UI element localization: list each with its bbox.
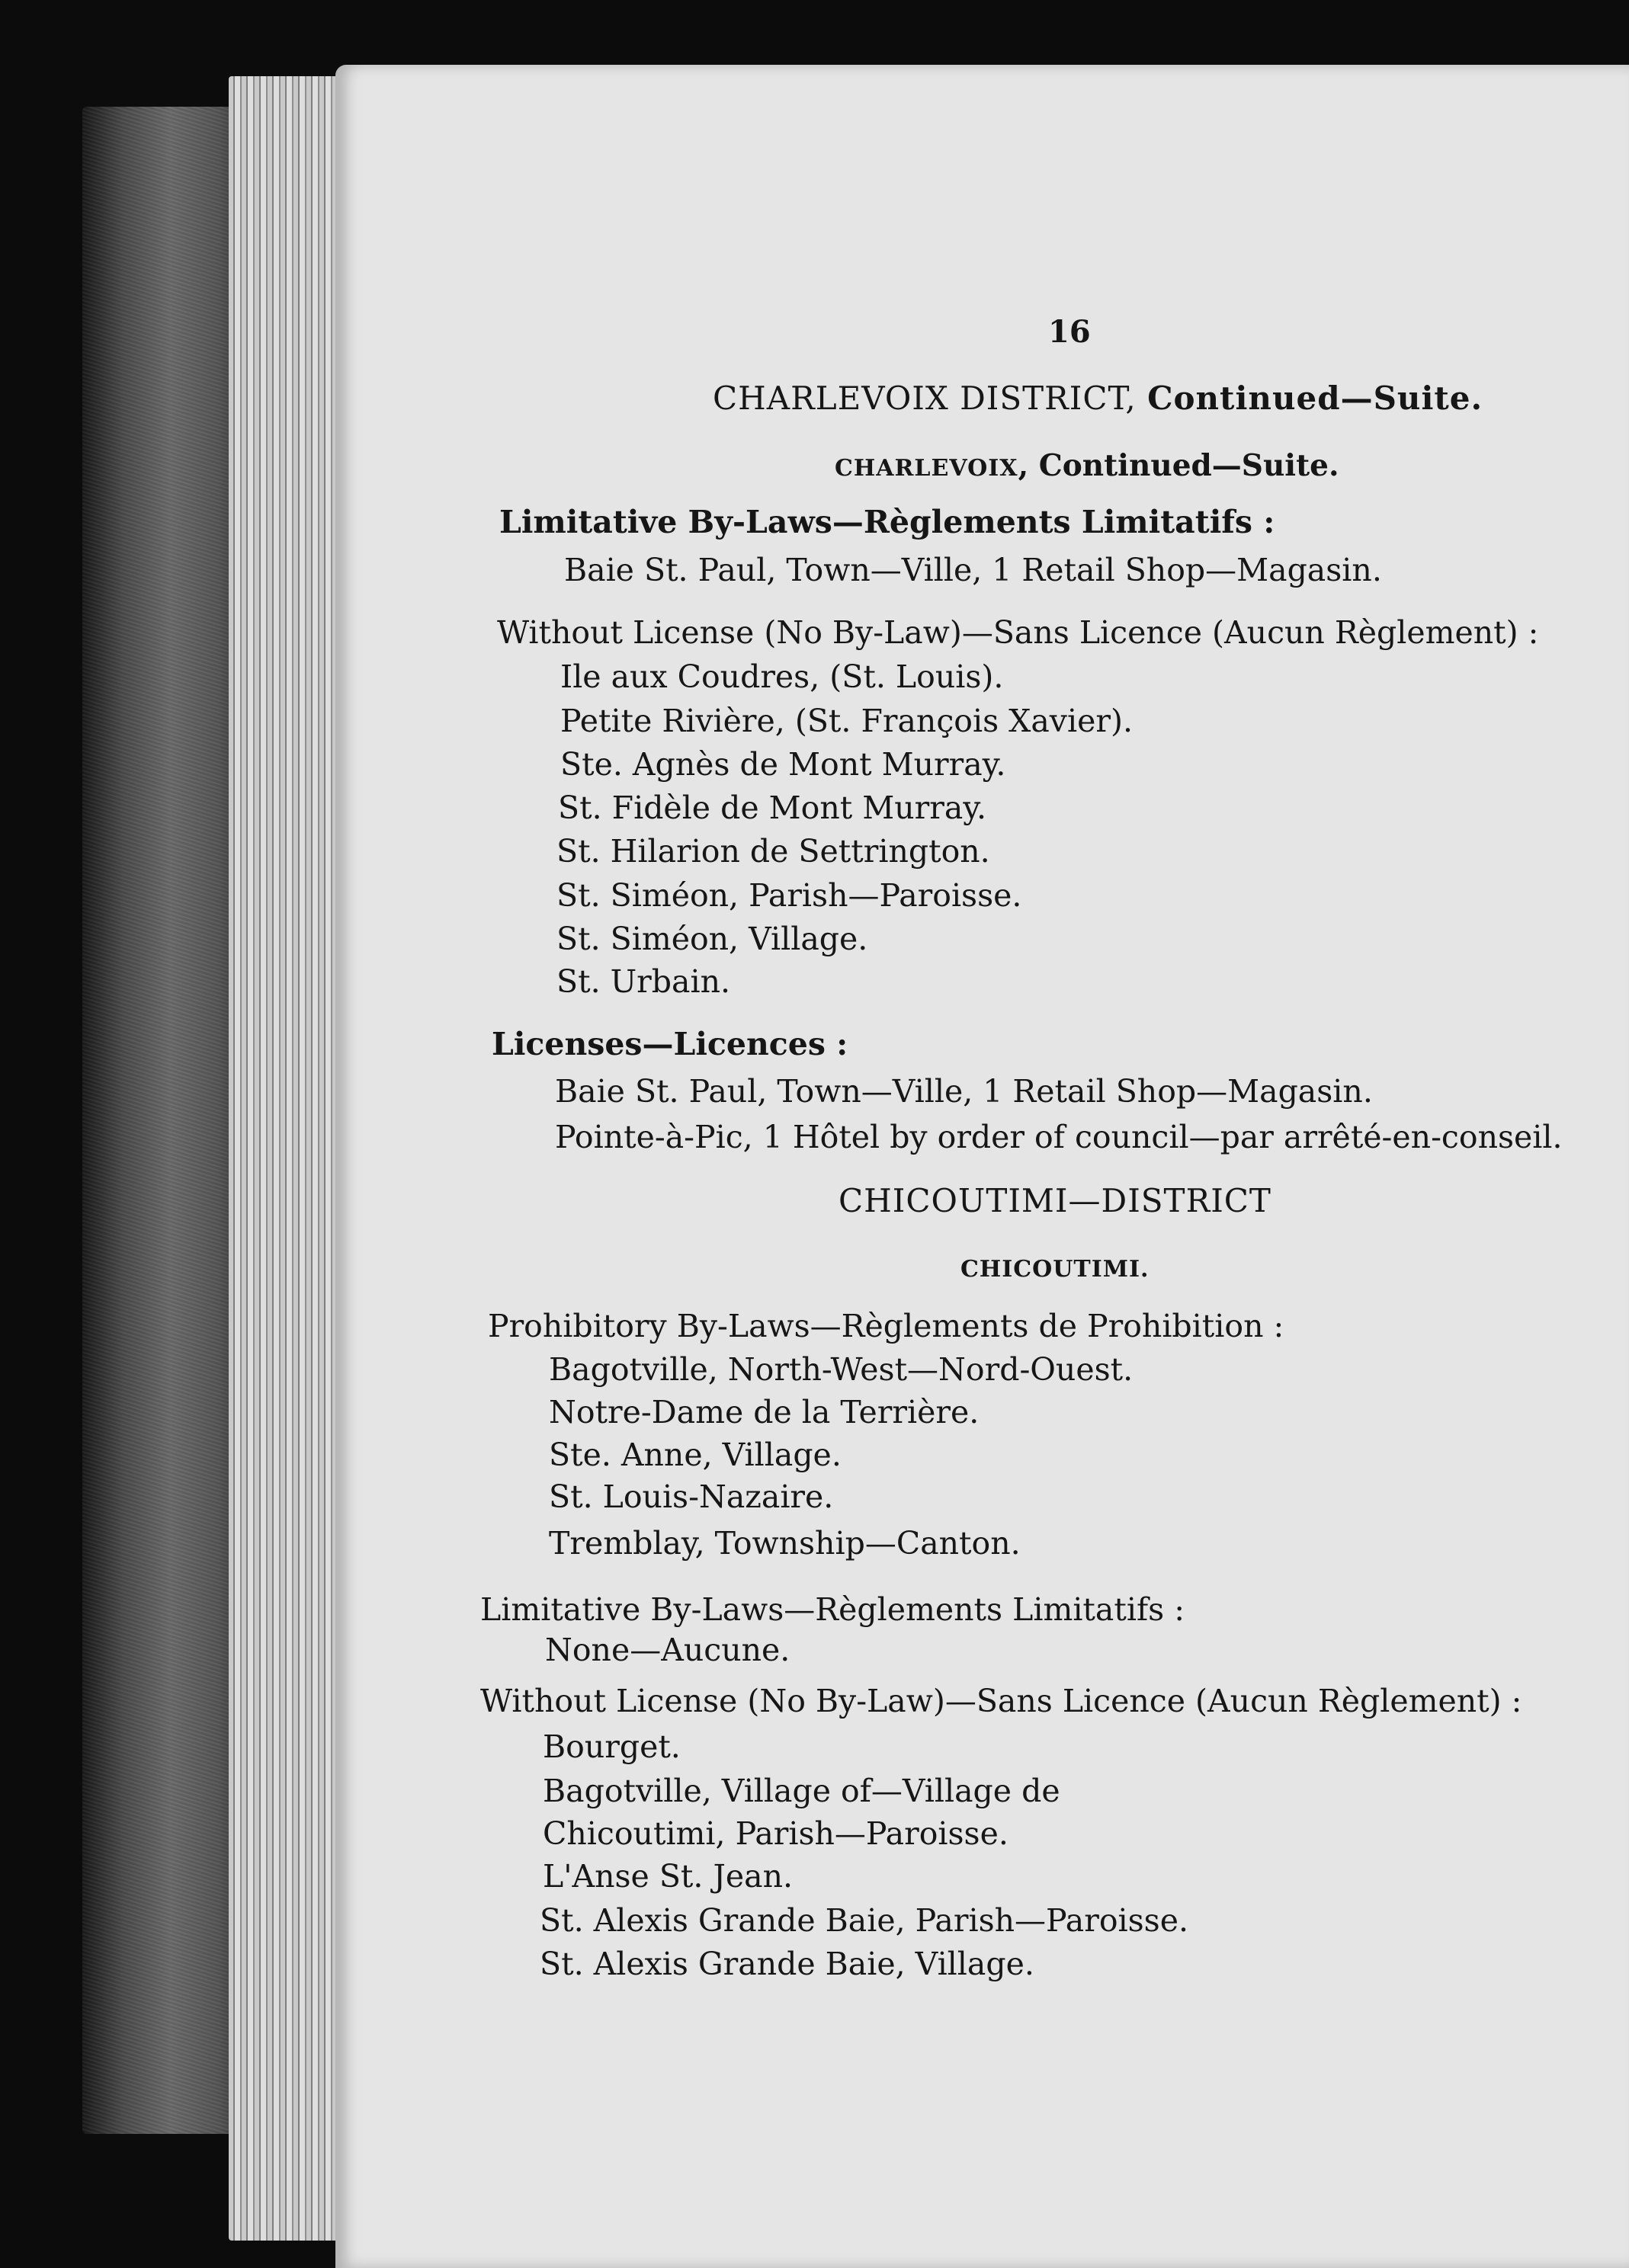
list-item: Ste. Agnès de Mont Murray.: [560, 746, 1006, 783]
licenses-heading: Licenses—Licences :: [492, 1026, 848, 1062]
list-item: Pointe-à-Pic, 1 Hôtel by order of council—par arrêté-en-conseil.: [555, 1119, 1563, 1155]
chicoutimi-district-heading: CHICOUTIMI—DISTRICT: [839, 1182, 1271, 1219]
district-name: CHARLEVOIX DISTRICT,: [713, 380, 1148, 417]
list-item: St. Alexis Grande Baie, Parish—Paroisse.: [540, 1902, 1188, 1939]
list-item: L'Anse St. Jean.: [543, 1858, 794, 1895]
list-item: St. Alexis Grande Baie, Village.: [540, 1946, 1034, 1982]
without-license-heading: Without License (No By-Law)—Sans Licence (Aucun Règlement) :: [497, 614, 1539, 651]
limitative-heading: Limitative By-Laws—Règlements Limitatifs :: [499, 504, 1275, 540]
list-item: St. Fidèle de Mont Murray.: [558, 790, 987, 826]
charlevoix-district-heading: [713, 380, 1483, 417]
list-item: Chicoutimi, Parish—Paroisse.: [543, 1815, 1009, 1852]
page-number: 16: [1048, 314, 1091, 350]
page-edges: [229, 76, 351, 2241]
district-continued: Continued—Suite.: [1147, 380, 1483, 417]
list-item: Notre-Dame de la Terrière.: [549, 1394, 980, 1430]
list-item: St. Hilarion de Settrington.: [556, 833, 990, 870]
list-item: St. Urbain.: [556, 963, 731, 1000]
list-item: St. Siméon, Parish—Paroisse.: [556, 877, 1022, 914]
subheading-small-caps: CHICOUTIMI.: [960, 1256, 1150, 1283]
chicoutimi-subheading: [960, 1252, 1149, 1282]
limitative-heading: Limitative By-Laws—Règlements Limitatifs :: [480, 1591, 1185, 1628]
list-item: Petite Rivière, (St. François Xavier).: [560, 703, 1133, 739]
list-item: Ile aux Coudres, (St. Louis).: [560, 658, 1004, 695]
without-license-heading: Without License (No By-Law)—Sans Licence (Aucun Règlement) :: [480, 1683, 1522, 1719]
list-item: Bourget.: [543, 1728, 681, 1765]
list-item: Baie St. Paul, Town—Ville, 1 Retail Shop—Magasin.: [564, 552, 1382, 588]
subheading-rest: , Continued—Suite.: [1018, 448, 1339, 483]
list-item: Bagotville, Village of—Village de: [543, 1773, 1060, 1809]
subheading-small-caps: CHARLEVOIX: [835, 455, 1018, 482]
book-cover-edge: [82, 107, 242, 2134]
charlevoix-subheading: [835, 448, 1339, 483]
prohibitory-heading: Prohibitory By-Laws—Règlements de Prohibition :: [488, 1308, 1284, 1344]
list-item: None—Aucune.: [545, 1632, 790, 1668]
list-item: Tremblay, Township—Canton.: [549, 1525, 1021, 1562]
list-item: St. Louis-Nazaire.: [549, 1478, 834, 1515]
list-item: Baie St. Paul, Town—Ville, 1 Retail Shop—Magasin.: [555, 1073, 1373, 1110]
list-item: Bagotville, North-West—Nord-Ouest.: [549, 1351, 1134, 1388]
list-item: St. Siméon, Village.: [556, 921, 868, 957]
list-item: Ste. Anne, Village.: [549, 1437, 842, 1473]
